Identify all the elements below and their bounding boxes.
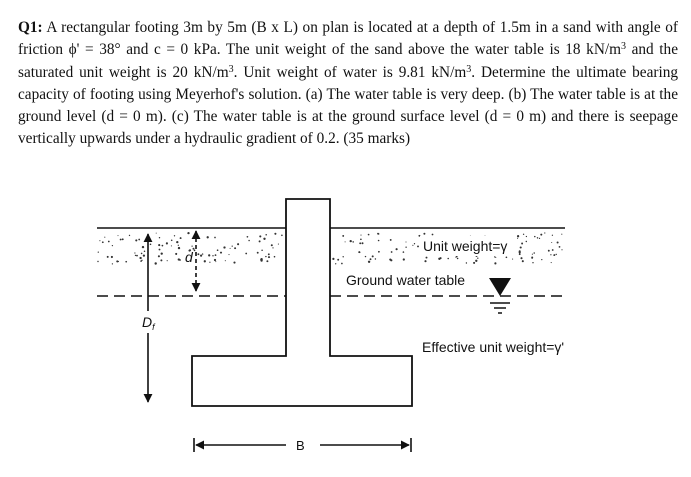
soil-speckle [368, 234, 370, 236]
soil-speckle [475, 260, 477, 262]
soil-speckle [171, 245, 172, 246]
soil-speckle [520, 246, 522, 248]
soil-speckle [522, 260, 524, 262]
soil-speckle [120, 239, 122, 241]
unit-weight-label: Unit weight=γ [423, 238, 508, 254]
soil-speckle [281, 235, 283, 237]
soil-speckle [217, 249, 219, 251]
soil-speckle [111, 256, 113, 258]
soil-speckle [200, 254, 202, 256]
soil-speckle [135, 239, 137, 241]
soil-speckle [192, 237, 194, 239]
soil-speckle [396, 248, 398, 250]
soil-speckle [551, 242, 552, 243]
soil-speckle [259, 235, 261, 237]
soil-speckle [159, 237, 160, 238]
soil-speckle [225, 260, 226, 261]
soil-speckle [556, 254, 557, 255]
soil-speckle [473, 262, 475, 264]
soil-speckle [162, 245, 164, 247]
soil-speckle [405, 241, 406, 242]
soil-speckle [268, 256, 270, 258]
soil-speckle [335, 263, 336, 264]
soil-speckle [476, 256, 477, 257]
soil-speckle [212, 255, 213, 256]
soil-speckle [228, 254, 229, 255]
soil-speckle [232, 245, 233, 246]
soil-speckle [551, 262, 552, 263]
soil-speckle [377, 233, 379, 235]
soil-speckle [116, 260, 118, 262]
soil-speckle [447, 258, 449, 260]
soil-speckle [365, 256, 366, 257]
soil-speckle [359, 242, 361, 244]
soil-speckle [266, 260, 268, 262]
soil-speckle [466, 262, 467, 263]
soil-speckle [341, 263, 343, 265]
soil-speckle [261, 250, 263, 252]
soil-speckle [494, 262, 496, 264]
soil-speckle [390, 259, 392, 261]
soil-speckle [245, 253, 247, 255]
soil-speckle [98, 251, 99, 252]
soil-speckle [204, 260, 206, 262]
df-label: $D_f$ [142, 314, 155, 332]
soil-speckle [237, 243, 239, 245]
soil-speckle [342, 256, 343, 257]
soil-speckle [517, 235, 519, 237]
soil-speckle [141, 260, 142, 261]
soil-speckle [561, 234, 562, 235]
soil-speckle [531, 258, 532, 259]
soil-speckle [112, 245, 113, 246]
soil-speckle [129, 235, 130, 236]
soil-speckle [191, 245, 192, 246]
soil-speckle [104, 237, 105, 238]
soil-speckle [362, 242, 364, 244]
soil-speckle [345, 241, 346, 242]
soil-speckle [405, 246, 406, 247]
soil-speckle [417, 245, 419, 247]
soil-speckle [248, 240, 250, 242]
soil-speckle [438, 258, 440, 260]
soil-speckle [559, 246, 561, 248]
soil-speckle [521, 243, 523, 245]
b-label: B [296, 438, 305, 453]
soil-speckle [391, 251, 393, 253]
soil-speckle [159, 249, 161, 251]
soil-speckle [494, 256, 495, 257]
effective-unit-weight-label: Effective unit weight=γ' [422, 339, 565, 355]
soil-speckle [234, 247, 236, 249]
soil-speckle [193, 248, 195, 250]
soil-speckle [99, 240, 100, 241]
soil-speckle [223, 246, 225, 248]
footing-outline [192, 199, 412, 406]
soil-speckle [141, 253, 143, 255]
soil-speckle [533, 252, 535, 254]
soil-speckle [495, 257, 496, 258]
soil-speckle [332, 258, 334, 260]
soil-speckle [102, 241, 104, 243]
soil-speckle [403, 251, 405, 253]
soil-speckle [178, 245, 179, 246]
cubic-superscript: 3 [228, 63, 234, 75]
soil-speckle [537, 237, 538, 238]
soil-speckle [517, 238, 518, 239]
soil-speckle [97, 261, 98, 262]
soil-speckle [150, 244, 152, 246]
soil-speckle [214, 259, 216, 261]
soil-speckle [176, 241, 178, 243]
soil-speckle [552, 235, 553, 236]
soil-speckle [107, 256, 109, 258]
soil-speckle [155, 262, 157, 264]
soil-speckle [209, 262, 210, 263]
soil-speckle [360, 238, 362, 240]
question-part-2: and the saturated unit weight is 20 kN/m [18, 41, 678, 81]
soil-speckle [541, 259, 542, 260]
question-part-4: . Determine the ultimate bearing capacity of footing using Meyerhof's solution. (a) The water table is very deep. (b) The water table is at the ground level (d = 0 m). (c) The water table is at the ground surface level (d = 0 m) and there is seepage vertically upwards under a hydraulic gradient of 0.2. (35 marks) [18, 63, 679, 148]
soil-speckle [372, 255, 374, 257]
soil-speckle [523, 234, 524, 235]
ground-water-table-label: Ground water table [346, 272, 466, 288]
question-number: Q1: [18, 19, 43, 36]
soil-speckle [512, 259, 513, 260]
soil-speckle [272, 247, 273, 248]
soil-speckle [214, 237, 216, 239]
soil-speckle [412, 245, 413, 246]
soil-speckle [526, 241, 527, 242]
soil-speckle [233, 262, 235, 264]
soil-speckle [390, 239, 392, 241]
soil-speckle [125, 261, 127, 263]
soil-speckle [197, 253, 199, 255]
soil-speckle [368, 261, 370, 263]
soil-speckle [457, 258, 459, 260]
soil-speckle [171, 240, 173, 242]
soil-speckle [274, 233, 276, 235]
soil-speckle [187, 232, 189, 234]
soil-speckle [247, 236, 249, 238]
soil-speckle [202, 253, 203, 254]
soil-speckle [552, 249, 554, 251]
soil-speckle [532, 262, 533, 263]
soil-speckle [112, 263, 113, 264]
soil-speckle [265, 256, 266, 257]
soil-speckle [220, 252, 222, 254]
soil-speckle [260, 258, 262, 260]
soil-speckle [135, 255, 136, 256]
soil-speckle [342, 235, 344, 237]
soil-speckle [158, 255, 160, 257]
soil-speckle [215, 254, 217, 256]
soil-speckle [477, 258, 478, 259]
soil-speckle [375, 258, 376, 259]
soil-speckle [553, 254, 555, 256]
soil-speckle [207, 236, 209, 238]
soil-speckle [136, 255, 138, 257]
soil-speckle [337, 259, 339, 261]
soil-speckle [278, 244, 279, 245]
soil-speckle [378, 251, 380, 253]
soil-speckle [215, 261, 216, 262]
soil-speckle [208, 254, 210, 256]
soil-speckle [378, 240, 380, 242]
soil-speckle [550, 254, 551, 255]
soil-speckle [143, 254, 145, 256]
soil-speckle [175, 253, 177, 255]
soil-speckle [160, 259, 162, 261]
soil-speckle [532, 254, 533, 255]
soil-speckle [263, 238, 265, 240]
soil-speckle [166, 242, 168, 244]
soil-speckle [414, 243, 415, 244]
soil-speckle [194, 250, 196, 252]
soil-speckle [370, 258, 372, 260]
soil-speckle [108, 241, 110, 243]
question-part-3: . Unit weight of water is 9.81 kN/m [233, 63, 467, 81]
soil-speckle [142, 246, 144, 248]
soil-speckle [161, 252, 163, 254]
soil-speckle [426, 257, 428, 259]
soil-speckle [180, 237, 182, 239]
soil-speckle [403, 258, 405, 260]
soil-speckle [179, 259, 181, 261]
soil-speckle [134, 252, 135, 253]
cubic-superscript: 3 [621, 41, 627, 53]
soil-speckle [360, 235, 361, 236]
soil-speckle [167, 260, 168, 261]
soil-speckle [539, 238, 540, 239]
d-label: d [185, 249, 193, 265]
soil-speckle [519, 251, 521, 253]
soil-speckle [534, 236, 535, 237]
soil-speckle [268, 253, 270, 255]
soil-speckle [139, 257, 141, 259]
soil-speckle [520, 257, 522, 259]
soil-speckle [265, 234, 267, 236]
soil-speckle [423, 233, 425, 235]
soil-speckle [350, 240, 352, 242]
soil-speckle [174, 235, 175, 236]
soil-speckle [544, 232, 545, 233]
cubic-superscript: 3 [466, 63, 472, 75]
soil-speckle [259, 240, 261, 242]
soil-speckle [138, 239, 140, 241]
soil-speckle [506, 256, 508, 258]
soil-speckle [156, 233, 157, 234]
soil-speckle [122, 238, 124, 240]
soil-speckle [548, 250, 550, 252]
soil-speckle [519, 253, 521, 255]
soil-speckle [230, 248, 231, 249]
soil-speckle [561, 249, 562, 250]
soil-speckle [358, 251, 360, 253]
soil-speckle [271, 244, 273, 246]
soil-speckle [424, 260, 426, 262]
soil-speckle [526, 236, 527, 237]
soil-speckle [352, 241, 354, 243]
soil-speckle [455, 256, 456, 257]
soil-speckle [178, 247, 180, 249]
soil-speckle [117, 235, 118, 236]
soil-speckle [432, 234, 434, 236]
soil-speckle [144, 250, 146, 252]
soil-speckle [557, 241, 559, 243]
soil-speckle [158, 244, 160, 246]
soil-speckle [257, 252, 259, 254]
soil-speckle [540, 234, 542, 236]
question-part-1: A rectangular footing 3m by 5m (B x L) on plan is located at a depth of 1.5m in a sand with angle of friction ϕ' = 38° and c = 0 kPa. The unit weight of the sand above the water table is 18 kN/m [18, 19, 678, 59]
soil-speckle [274, 256, 276, 258]
